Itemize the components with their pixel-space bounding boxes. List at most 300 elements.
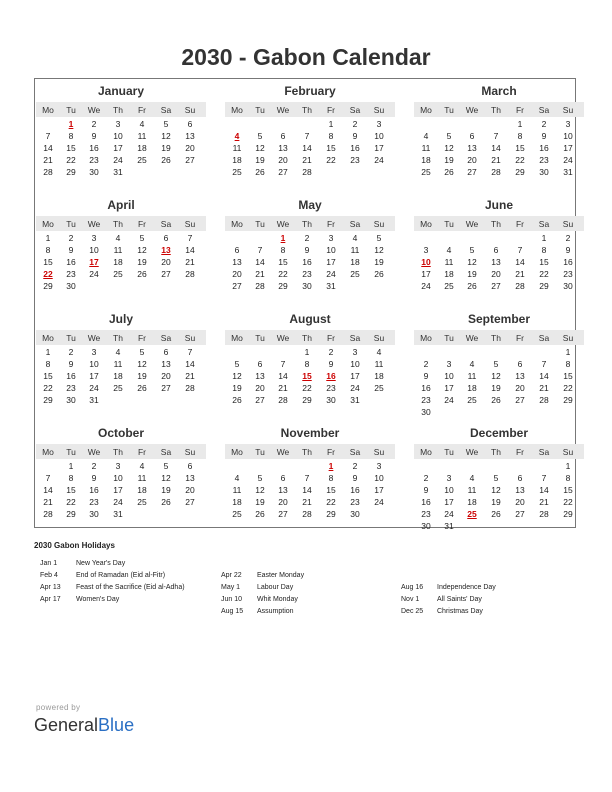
day-cell: 4	[139, 461, 145, 471]
day-cell: 9	[68, 245, 74, 255]
day-cell: 17	[326, 257, 336, 267]
weekday-label: Tu	[255, 219, 265, 229]
day-cell: 2	[352, 119, 358, 129]
day-cell: 19	[491, 383, 501, 393]
month-february	[225, 80, 395, 190]
day-cell: 22	[43, 383, 53, 393]
day-cell: 29	[43, 395, 53, 405]
day-cell: 18	[232, 155, 242, 165]
day-cell: 7	[493, 131, 499, 141]
day-cell: 16	[89, 143, 99, 153]
weekday-label: Sa	[349, 333, 361, 343]
day-cell: 27	[278, 509, 288, 519]
day-cell: 27	[515, 395, 525, 405]
day-cell: 4	[139, 119, 145, 129]
weekday-label: Th	[113, 105, 123, 115]
day-cell: 13	[278, 143, 288, 153]
holiday-date: 16	[326, 371, 336, 381]
day-cell: 6	[163, 347, 169, 357]
day-cell: 16	[350, 143, 360, 153]
day-cell: 23	[350, 497, 360, 507]
holiday-date: 10	[421, 257, 431, 267]
day-cell: 15	[326, 485, 336, 495]
day-cell: 18	[350, 257, 360, 267]
holiday-date: 1	[280, 233, 286, 243]
day-cell: 27	[255, 395, 265, 405]
day-cell: 2	[91, 119, 97, 129]
day-cell: 19	[255, 155, 265, 165]
day-cell: 6	[280, 131, 286, 141]
month-december	[414, 422, 584, 532]
day-cell: 28	[539, 509, 549, 519]
weekday-label: Tu	[255, 105, 265, 115]
weekday-label: Fr	[137, 447, 147, 457]
day-cell: 3	[91, 347, 97, 357]
weekday-label: Th	[302, 219, 312, 229]
day-cell: 10	[374, 131, 384, 141]
day-cell: 4	[469, 359, 475, 369]
brand-general: General	[34, 715, 99, 735]
weekday-label: We	[87, 219, 101, 229]
holiday-date-label: Aug 16	[401, 584, 424, 591]
day-cell: 14	[302, 143, 312, 153]
day-cell: 23	[89, 155, 99, 165]
weekday-label: Su	[373, 219, 385, 229]
day-cell: 14	[43, 143, 53, 153]
weekday-header	[225, 216, 395, 231]
day-cell: 9	[328, 359, 334, 369]
holiday-date-label: Apr 13	[40, 584, 61, 591]
weekday-label: Sa	[349, 447, 361, 457]
day-cell: 14	[278, 371, 288, 381]
holiday-date: 1	[328, 461, 334, 471]
weekday-label: Fr	[515, 447, 525, 457]
day-cell: 20	[185, 143, 195, 153]
generalblue-logo[interactable]	[34, 715, 134, 736]
day-cell: 15	[563, 371, 573, 381]
day-cell: 2	[91, 461, 97, 471]
day-cell: 11	[467, 371, 477, 381]
day-cell: 27	[491, 281, 501, 291]
holiday-date-label: Aug 15	[221, 608, 244, 615]
weekday-label: Th	[113, 447, 123, 457]
day-cell: 17	[350, 371, 360, 381]
weekday-label: Mo	[231, 333, 243, 343]
day-cell: 6	[187, 119, 193, 129]
day-cell: 8	[68, 473, 74, 483]
day-cell: 8	[328, 131, 334, 141]
day-cell: 13	[278, 485, 288, 495]
day-cell: 14	[539, 485, 549, 495]
day-cell: 2	[68, 233, 74, 243]
day-cell: 11	[113, 245, 123, 255]
day-cell: 30	[326, 395, 336, 405]
weekday-label: Fr	[515, 333, 525, 343]
day-cell: 9	[541, 131, 547, 141]
day-cell: 3	[423, 245, 429, 255]
weekday-label: Mo	[231, 105, 243, 115]
weekday-label: Fr	[326, 447, 336, 457]
weekday-label: Tu	[444, 105, 454, 115]
day-cell: 8	[565, 359, 571, 369]
day-cell: 23	[326, 383, 336, 393]
day-cell: 30	[563, 281, 573, 291]
day-cell: 17	[444, 497, 454, 507]
weekday-label: Su	[373, 333, 385, 343]
day-cell: 8	[328, 473, 334, 483]
day-cell: 12	[467, 257, 477, 267]
day-cell: 7	[257, 245, 263, 255]
holiday-date-label: Feb 4	[40, 572, 58, 579]
weekday-label: We	[465, 333, 479, 343]
holiday-date-label: Jan 1	[40, 560, 58, 567]
day-cell: 28	[255, 281, 265, 291]
weekday-header	[225, 330, 395, 345]
holiday-name: New Year's Day	[76, 560, 126, 567]
day-cell: 10	[563, 131, 573, 141]
month-name: December	[469, 426, 529, 440]
day-cell: 1	[565, 461, 571, 471]
weekday-label: Sa	[160, 447, 172, 457]
day-cell: 14	[255, 257, 265, 267]
day-cell: 1	[328, 119, 334, 129]
weekday-label: Fr	[326, 333, 336, 343]
day-cell: 12	[232, 371, 242, 381]
weekday-label: We	[87, 333, 101, 343]
day-cell: 4	[115, 347, 121, 357]
holiday-name: Easter Monday	[257, 572, 305, 579]
day-cell: 21	[515, 269, 525, 279]
day-cell: 22	[278, 269, 288, 279]
day-cell: 11	[113, 359, 123, 369]
day-cell: 1	[45, 233, 51, 243]
day-cell: 3	[115, 461, 121, 471]
day-cell: 19	[491, 497, 501, 507]
day-cell: 8	[68, 131, 74, 141]
day-cell: 21	[302, 497, 312, 507]
day-cell: 25	[137, 155, 147, 165]
day-cell: 9	[91, 473, 97, 483]
weekday-label: Su	[562, 447, 574, 457]
day-cell: 31	[350, 395, 360, 405]
day-cell: 18	[113, 257, 123, 267]
day-cell: 19	[137, 371, 147, 381]
day-cell: 2	[565, 233, 571, 243]
holidays-title: 2030 Gabon Holidays	[34, 541, 115, 550]
day-cell: 11	[232, 485, 242, 495]
day-cell: 22	[326, 155, 336, 165]
weekday-label: Mo	[42, 447, 54, 457]
day-cell: 21	[185, 371, 195, 381]
weekday-label: Sa	[349, 105, 361, 115]
day-cell: 20	[515, 497, 525, 507]
day-cell: 18	[232, 497, 242, 507]
day-cell: 7	[541, 359, 547, 369]
page-title: 2030 - Gabon Calendar	[181, 44, 431, 70]
day-cell: 8	[517, 131, 523, 141]
day-cell: 24	[350, 383, 360, 393]
day-cell: 20	[515, 383, 525, 393]
day-cell: 26	[161, 155, 171, 165]
day-cell: 12	[374, 245, 384, 255]
day-cell: 3	[352, 347, 358, 357]
day-cell: 29	[563, 395, 573, 405]
weekday-label: Th	[491, 219, 501, 229]
day-cell: 28	[302, 509, 312, 519]
day-cell: 26	[491, 509, 501, 519]
day-cell: 10	[350, 359, 360, 369]
day-cell: 23	[421, 395, 431, 405]
weekday-label: Sa	[538, 333, 550, 343]
day-cell: 1	[68, 461, 74, 471]
day-cell: 2	[304, 233, 310, 243]
day-cell: 20	[491, 269, 501, 279]
weekday-label: Su	[184, 105, 196, 115]
day-cell: 26	[137, 269, 147, 279]
holiday-date: 25	[467, 509, 477, 519]
day-cell: 20	[255, 383, 265, 393]
day-cell: 3	[328, 233, 334, 243]
day-cell: 24	[374, 155, 384, 165]
day-cell: 7	[280, 359, 286, 369]
holiday-name: Women's Day	[76, 596, 120, 603]
weekday-label: Su	[184, 333, 196, 343]
day-cell: 22	[66, 497, 76, 507]
weekday-label: Tu	[66, 219, 76, 229]
day-cell: 25	[374, 383, 384, 393]
day-cell: 16	[539, 143, 549, 153]
weekday-label: Mo	[42, 105, 54, 115]
weekday-label: Mo	[231, 219, 243, 229]
weekday-header	[414, 330, 584, 345]
day-cell: 19	[467, 269, 477, 279]
day-cell: 12	[491, 485, 501, 495]
weekday-header	[414, 216, 584, 231]
day-cell: 25	[232, 167, 242, 177]
day-cell: 6	[517, 359, 523, 369]
weekday-label: Tu	[255, 333, 265, 343]
month-name: February	[284, 84, 336, 98]
day-cell: 8	[45, 245, 51, 255]
day-cell: 30	[66, 281, 76, 291]
day-cell: 5	[139, 347, 145, 357]
day-cell: 5	[376, 233, 382, 243]
month-name: November	[280, 426, 340, 440]
holiday-date-label: Dec 25	[401, 608, 424, 615]
day-cell: 4	[115, 233, 121, 243]
day-cell: 30	[539, 167, 549, 177]
day-cell: 21	[539, 383, 549, 393]
day-cell: 6	[493, 245, 499, 255]
day-cell: 6	[163, 233, 169, 243]
weekday-label: Tu	[444, 333, 454, 343]
weekday-label: We	[276, 105, 290, 115]
day-cell: 3	[376, 461, 382, 471]
day-cell: 19	[255, 497, 265, 507]
day-cell: 22	[539, 269, 549, 279]
day-cell: 21	[185, 257, 195, 267]
day-cell: 27	[185, 497, 195, 507]
day-cell: 20	[467, 155, 477, 165]
day-cell: 20	[278, 155, 288, 165]
day-cell: 5	[493, 359, 499, 369]
day-cell: 27	[232, 281, 242, 291]
day-cell: 12	[255, 485, 265, 495]
weekday-label: Fr	[137, 333, 147, 343]
weekday-label: Mo	[420, 105, 432, 115]
day-cell: 26	[374, 269, 384, 279]
holiday-date: 1	[68, 119, 74, 129]
day-cell: 5	[257, 131, 263, 141]
day-cell: 26	[444, 167, 454, 177]
day-cell: 20	[278, 497, 288, 507]
holiday-date: 17	[89, 257, 99, 267]
weekday-label: Su	[562, 105, 574, 115]
day-cell: 19	[161, 143, 171, 153]
day-cell: 19	[161, 485, 171, 495]
day-cell: 16	[66, 257, 76, 267]
day-cell: 21	[278, 383, 288, 393]
day-cell: 28	[43, 167, 53, 177]
day-cell: 21	[255, 269, 265, 279]
day-cell: 15	[326, 143, 336, 153]
day-cell: 11	[350, 245, 360, 255]
weekday-header	[225, 102, 395, 117]
day-cell: 13	[491, 257, 501, 267]
day-cell: 24	[89, 269, 99, 279]
day-cell: 16	[89, 485, 99, 495]
holiday-date: 13	[161, 245, 171, 255]
day-cell: 19	[444, 155, 454, 165]
day-cell: 11	[137, 131, 147, 141]
day-cell: 5	[493, 473, 499, 483]
month-october	[36, 422, 206, 532]
day-cell: 18	[113, 371, 123, 381]
day-cell: 1	[304, 347, 310, 357]
weekday-label: Mo	[231, 447, 243, 457]
day-cell: 1	[517, 119, 523, 129]
weekday-label: Mo	[42, 333, 54, 343]
day-cell: 22	[326, 497, 336, 507]
day-cell: 24	[326, 269, 336, 279]
weekday-label: Su	[184, 447, 196, 457]
month-name: May	[298, 198, 322, 212]
day-cell: 23	[66, 269, 76, 279]
holiday-name: Christmas Day	[437, 608, 483, 615]
day-cell: 12	[255, 143, 265, 153]
day-cell: 23	[302, 269, 312, 279]
day-cell: 21	[539, 497, 549, 507]
day-cell: 19	[137, 257, 147, 267]
day-cell: 21	[43, 155, 53, 165]
weekday-label: We	[87, 447, 101, 457]
day-cell: 25	[421, 167, 431, 177]
day-cell: 24	[89, 383, 99, 393]
weekday-label: Sa	[160, 219, 172, 229]
day-cell: 15	[515, 143, 525, 153]
day-cell: 25	[467, 395, 477, 405]
day-cell: 24	[421, 281, 431, 291]
day-cell: 16	[66, 371, 76, 381]
holiday-date-label: Jun 10	[221, 596, 243, 603]
month-march	[414, 80, 584, 190]
day-cell: 9	[91, 131, 97, 141]
weekday-label: Fr	[137, 105, 147, 115]
day-cell: 28	[302, 167, 312, 177]
holiday-date: 15	[302, 371, 312, 381]
day-cell: 9	[565, 245, 571, 255]
day-cell: 10	[444, 371, 454, 381]
weekday-header	[225, 444, 395, 459]
day-cell: 28	[185, 269, 195, 279]
day-cell: 6	[187, 461, 193, 471]
month-name: June	[484, 198, 513, 212]
day-cell: 24	[374, 497, 384, 507]
day-cell: 13	[185, 131, 195, 141]
day-cell: 26	[467, 281, 477, 291]
weekday-label: Tu	[66, 105, 76, 115]
day-cell: 9	[304, 245, 310, 255]
day-cell: 24	[113, 497, 123, 507]
day-cell: 15	[43, 257, 53, 267]
day-cell: 11	[421, 143, 431, 153]
day-cell: 8	[280, 245, 286, 255]
day-cell: 29	[563, 509, 573, 519]
day-cell: 4	[352, 233, 358, 243]
day-cell: 11	[374, 359, 384, 369]
day-cell: 22	[515, 155, 525, 165]
weekday-label: Su	[562, 219, 574, 229]
holiday-name: Feast of the Sacrifice (Eid al-Adha)	[76, 584, 185, 591]
day-cell: 22	[302, 383, 312, 393]
day-cell: 5	[163, 461, 169, 471]
day-cell: 2	[352, 461, 358, 471]
weekday-label: Sa	[349, 219, 361, 229]
day-cell: 3	[446, 473, 452, 483]
day-cell: 13	[161, 359, 171, 369]
day-cell: 3	[446, 359, 452, 369]
day-cell: 15	[563, 485, 573, 495]
weekday-label: We	[276, 447, 290, 457]
month-november	[225, 422, 395, 532]
day-cell: 5	[163, 119, 169, 129]
day-cell: 11	[232, 143, 242, 153]
day-cell: 13	[232, 257, 242, 267]
weekday-header	[36, 216, 206, 231]
weekday-label: Sa	[538, 447, 550, 457]
weekday-label: Su	[562, 333, 574, 343]
day-cell: 9	[423, 371, 429, 381]
day-cell: 29	[302, 395, 312, 405]
day-cell: 11	[444, 257, 454, 267]
day-cell: 21	[302, 155, 312, 165]
day-cell: 3	[115, 119, 121, 129]
weekday-label: Mo	[420, 333, 432, 343]
day-cell: 19	[374, 257, 384, 267]
day-cell: 18	[137, 143, 147, 153]
weekday-label: Sa	[538, 219, 550, 229]
day-cell: 4	[234, 473, 240, 483]
day-cell: 23	[421, 509, 431, 519]
day-cell: 17	[444, 383, 454, 393]
day-cell: 6	[234, 245, 240, 255]
day-cell: 24	[113, 155, 123, 165]
day-cell: 22	[563, 383, 573, 393]
day-cell: 25	[350, 269, 360, 279]
day-cell: 28	[278, 395, 288, 405]
weekday-label: Su	[373, 105, 385, 115]
day-cell: 16	[350, 485, 360, 495]
